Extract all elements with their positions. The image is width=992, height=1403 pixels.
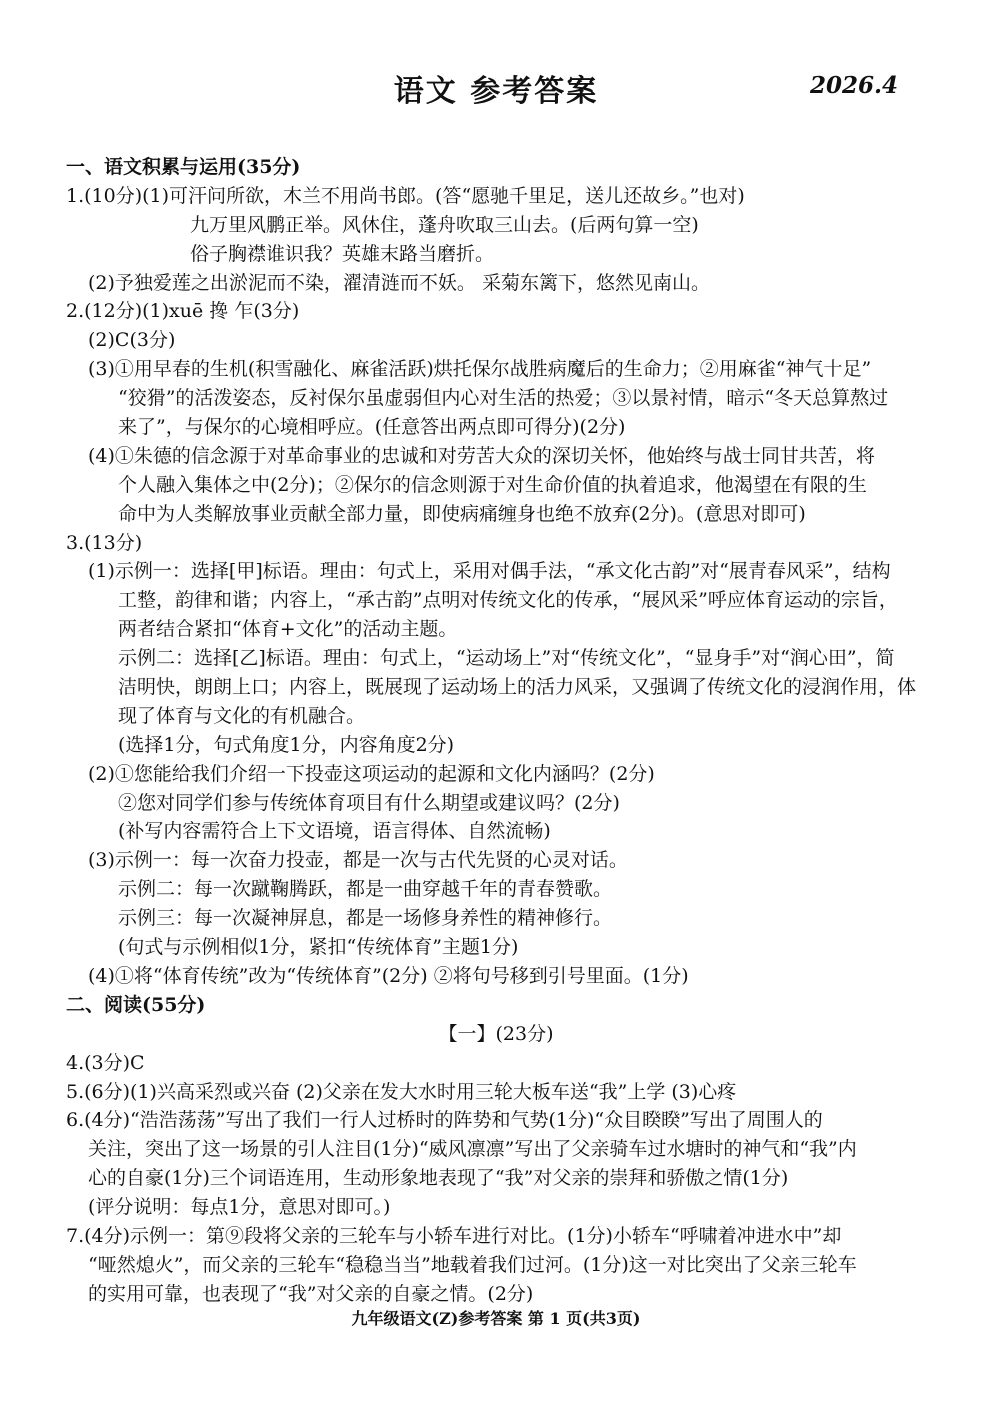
answer-line	[0, 529, 992, 558]
answer-line-text: 示例二：选择[乙]标语。理由：句式上，“运动场上”对“传统文化”，“显身手”对“润心田”，简	[118, 647, 895, 670]
answer-line-text: 命中为人类解放事业贡献全部力量，即使病痛缠身也绝不放弃(2分)。(意思对即可)	[118, 502, 806, 525]
answer-line	[0, 297, 992, 326]
answer-line	[0, 615, 992, 644]
answer-line	[0, 384, 992, 413]
answer-line-text: 的实用可靠，也表现了“我”对父亲的自豪之情。(2分)	[88, 1282, 534, 1305]
answer-line-text: (4)①朱德的信念源于对革命事业的忠诚和对劳苦大众的深切关怀，他始终与战士同甘共苦，将	[88, 444, 875, 467]
answer-line	[0, 904, 992, 933]
answer-line-text: 2.(12分)(1)xuē 搀 乍(3分)	[66, 300, 300, 323]
answer-line-text: (选择1分，句式角度1分，内容角度2分)	[118, 733, 455, 756]
answer-line	[0, 586, 992, 615]
answer-line	[0, 817, 992, 846]
answer-line	[0, 355, 992, 384]
answer-line	[0, 557, 992, 586]
answer-line-text: 来了”，与保尔的心境相呼应。(任意答出两点即可得分)(2分)	[118, 416, 626, 439]
answer-line-text: 个人融入集体之中(2分)；②保尔的信念则源于对生命价值的执着追求，他渴望在有限的生	[118, 473, 867, 496]
answer-line	[0, 1222, 992, 1251]
answer-line-text: 洁明快，朗朗上口；内容上，既展现了运动场上的活力风采，又强调了传统文化的浸润作用，体	[118, 676, 917, 699]
answer-line-text: (3)①用早春的生机(积雪融化、麻雀活跃)烘托保尔战胜病魔后的生命力；②用麻雀“神气十足”	[88, 358, 872, 381]
answer-line	[0, 731, 992, 760]
answer-line-text: 示例二：每一次蹴鞠腾跃，都是一曲穿越千年的青春赞歌。	[118, 878, 613, 901]
answer-line	[0, 1078, 992, 1107]
answer-line	[0, 269, 992, 298]
answer-line	[0, 500, 992, 529]
answer-line	[0, 673, 992, 702]
answer-line	[0, 153, 992, 182]
answer-line	[0, 991, 992, 1020]
answer-line	[0, 760, 992, 789]
answer-line-text: (2)①您能给我们介绍一下投壶这项运动的起源和文化内涵吗？(2分)	[88, 762, 655, 785]
answer-line-text: 两者结合紧扣“体育+文化”的活动主题。	[118, 618, 458, 641]
answer-line-text: (3)示例一：每一次奋力投壶，都是一次与古代先贤的心灵对话。	[88, 849, 628, 872]
answer-line	[0, 240, 992, 269]
exam-date: 2026.4	[809, 72, 898, 99]
answer-line-text: 1.(10分)(1)可汗问所欲，木兰不用尚书郎。(答“愿驰千里足，送儿还故乡。”也对)	[66, 184, 745, 207]
answer-line	[0, 326, 992, 355]
answer-line-text: 心的自豪(1分)三个词语连用，生动形象地表现了“我”对父亲的崇拜和骄傲之情(1分)	[88, 1167, 789, 1190]
answer-line-text: (句式与示例相似1分，紧扣“传统体育”主题1分)	[118, 936, 519, 959]
answer-line-text: 九万里风鹏正举。风休住，蓬舟吹取三山去。(后两句算一空)	[190, 213, 699, 236]
answer-line	[0, 933, 992, 962]
answer-line	[0, 789, 992, 818]
answer-line-text: ②您对同学们参与传统体育项目有什么期望或建议吗？(2分)	[118, 791, 620, 814]
answer-line-text: 二、阅读(55分)	[66, 993, 206, 1016]
answer-line-text: 5.(6分)(1)兴高采烈或兴奋 (2)父亲在发大水时用三轮大板车送“我”上学 (3)心疼	[66, 1080, 737, 1103]
answer-line	[0, 846, 992, 875]
answer-line-text: 俗子胸襟谁识我？英雄末路当磨折。	[190, 242, 495, 265]
answer-line-text: 【一】(23分)	[438, 1022, 554, 1045]
answer-line-text: “狡猾”的活泼姿态，反衬保尔虽虚弱但内心对生活的热爱；③以景衬情，暗示“冬天总算熬过	[118, 387, 889, 410]
answer-line	[0, 1135, 992, 1164]
answer-line	[0, 875, 992, 904]
answer-line-text: “哑然熄火”，而父亲的三轮车“稳稳当当”地载着我们过河。(1分)这一对比突出了父亲三轮车	[88, 1253, 857, 1276]
answer-line-text: 现了体育与文化的有机融合。	[118, 704, 366, 727]
answer-line	[0, 1251, 992, 1280]
answer-line	[0, 962, 992, 991]
page-footer: 九年级语文(Z)参考答案 第 1 页(共3页)	[351, 1309, 641, 1328]
answer-line	[0, 1280, 992, 1309]
answer-content	[0, 153, 992, 1309]
answer-line	[0, 211, 992, 240]
answer-line-text: 示例三：每一次凝神屏息，都是一场修身养性的精神修行。	[118, 907, 613, 930]
answer-line	[0, 413, 992, 442]
answer-line	[0, 1020, 992, 1049]
answer-line-text: (4)①将“体育传统”改为“传统体育”(2分) ②将句号移到引号里面。(1分)	[88, 964, 689, 987]
answer-line-text: 7.(4分)示例一：第⑨段将父亲的三轮车与小轿车进行对比。(1分)小轿车“呼啸着冲进水中”却	[66, 1224, 842, 1247]
answer-line	[0, 1049, 992, 1078]
answer-line-text: (补写内容需符合上下文语境，语言得体、自然流畅)	[118, 820, 551, 843]
answer-line-text: 一、语文积累与运用(35分)	[66, 156, 301, 178]
answer-line-text: 工整，韵律和谐；内容上，“承古韵”点明对传统文化的传承，“展风采”呼应体育运动的宗旨，	[118, 589, 898, 612]
answer-line	[0, 1193, 992, 1222]
answer-line-text: 3.(13分)	[66, 531, 143, 554]
answer-line	[0, 442, 992, 471]
answer-line	[0, 182, 992, 211]
page-title: 语文 参考答案	[393, 74, 599, 109]
answer-line	[0, 471, 992, 500]
answer-line-text: (评分说明：每点1分，意思对即可。)	[88, 1196, 391, 1219]
answer-line-text: (2)予独爱莲之出淤泥而不染，濯清涟而不妖。 采菊东篱下，悠然见南山。	[88, 271, 710, 294]
answer-line	[0, 1106, 992, 1135]
answer-line-text: (1)示例一：选择[甲]标语。理由：句式上，采用对偶手法，“承文化古韵”对“展青春风采”，结构	[88, 560, 891, 583]
answer-line-text: 4.(3分)C	[66, 1051, 145, 1074]
answer-line-text: 关注，突出了这一场景的引人注目(1分)“威风凛凛”写出了父亲骑车过水塘时的神气和“我”内	[88, 1138, 857, 1161]
answer-line-text: 6.(4分)“浩浩荡荡”写出了我们一行人过桥时的阵势和气势(1分)“众目睽睽”写出了周围人的	[66, 1109, 823, 1132]
answer-line-text: (2)C(3分)	[88, 329, 176, 352]
answer-line	[0, 702, 992, 731]
answer-line	[0, 1164, 992, 1193]
answer-line	[0, 644, 992, 673]
